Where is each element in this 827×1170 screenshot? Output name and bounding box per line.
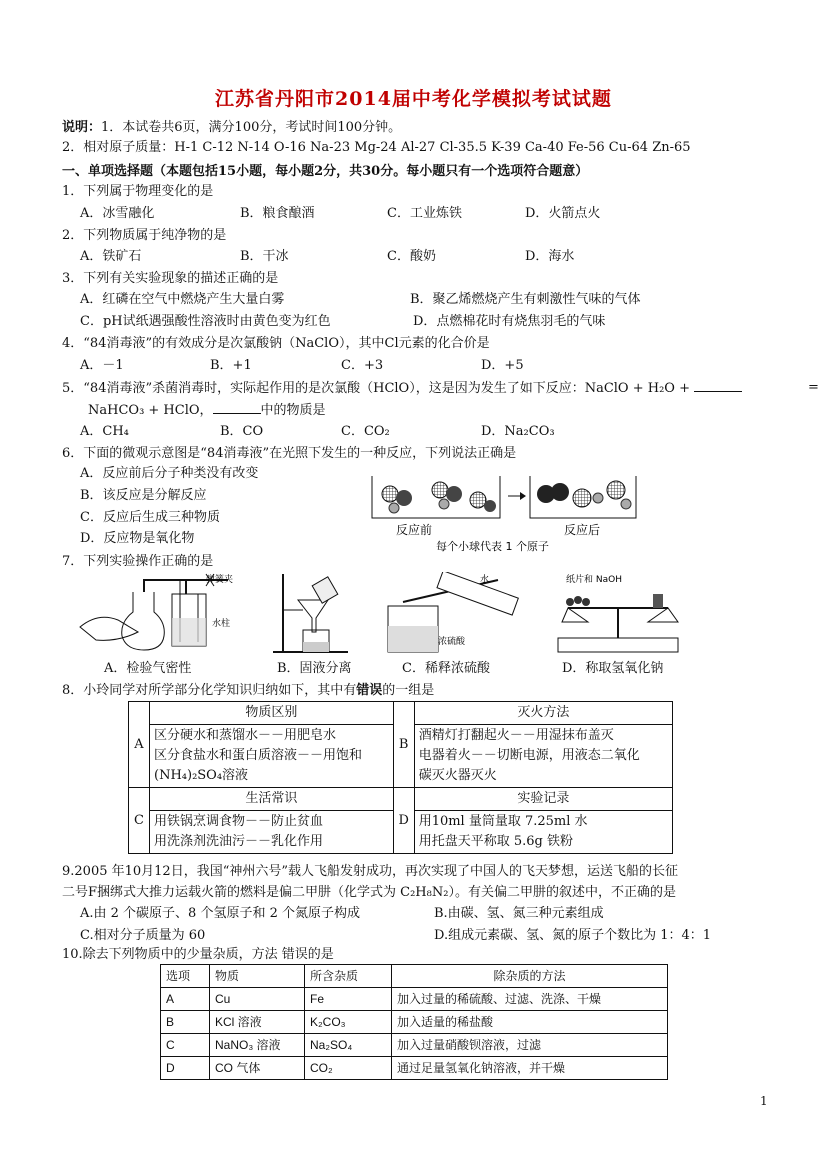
q6-after-label: 反应后: [564, 523, 601, 537]
q3-option-b: B．聚乙烯燃烧产生有刺激性气味的气体: [410, 292, 641, 307]
q8-key-d: D: [393, 788, 414, 854]
instructions-text-1: 1．本试卷共6页，满分100分，考试时间100分钟。: [101, 120, 402, 135]
q5-stem-line-2: [88, 401, 326, 420]
q10-cell: 加入过量的稀硫酸、过滤、洗涤、干燥: [392, 988, 668, 1011]
q9-option-a: A.由 2 个碳原子、8 个氢原子和 2 个氮原子构成: [80, 906, 360, 921]
q10-header-option: 选项: [161, 965, 210, 988]
q5-option-a: A．CH₄: [80, 424, 129, 439]
q8-b-line-1: 酒精灯打翻起火－－用湿抹布盖灭: [418, 728, 614, 743]
q6-stem: 6．下面的微观示意图是“84消毒液”在光照下发生的一种反应，下列说法正确是: [62, 446, 517, 461]
q8-header-life: 生活常识: [150, 788, 394, 811]
q10-cell: B: [161, 1011, 210, 1034]
q10-cell: 加入过量硝酸钡溶液，过滤: [392, 1034, 668, 1057]
q3-option-d: D．点燃棉花时有烧焦羽毛的气味: [413, 314, 606, 329]
q8-key-b: B: [393, 702, 414, 788]
q10-cell: 加入适量的稀盐酸: [392, 1011, 668, 1034]
q2-option-c: C．酸奶: [387, 249, 436, 264]
q5-option-b: B．CO: [220, 424, 264, 439]
q8-cell-c: [150, 811, 394, 854]
label-water-column: 水柱: [212, 619, 231, 629]
q10-cell: CO 气体: [210, 1057, 305, 1080]
q10-table: [160, 964, 668, 1080]
q10-stem: 10.除去下列物质中的少量杂质，方法 错误的是: [62, 947, 334, 962]
q8-cell-a: [150, 725, 394, 788]
q9-option-c: C.相对分子质量为 60: [80, 928, 206, 943]
q5-stem-line-1: [62, 379, 742, 398]
q6-before-label: 反应前: [396, 523, 433, 537]
instructions-line-1: [62, 119, 401, 137]
q10-cell: Fe: [305, 988, 392, 1011]
q8-stem: [62, 682, 434, 700]
q10-cell: KCl 溶液: [210, 1011, 305, 1034]
label-conc-acid: 浓硫酸: [438, 637, 466, 647]
q10-header-row: [161, 965, 668, 988]
q10-cell: D: [161, 1057, 210, 1080]
q8-stem-post: 的一组是: [382, 683, 435, 698]
q7-option-c: C．稀释浓硫酸: [402, 661, 490, 676]
q8-header-distinguish: 物质区别: [150, 702, 394, 725]
q10-cell: A: [161, 988, 210, 1011]
q8-stem-pre: 8．小玲同学对所学部分化学知识归纳如下，其中有: [62, 683, 357, 698]
q7-option-b: B．固液分离: [277, 661, 352, 676]
table-row: [161, 1034, 668, 1057]
q7-apparatus-figures: [78, 572, 698, 657]
q6-molecule-diagram: [368, 470, 648, 555]
q8-cell-b: [414, 725, 672, 788]
q5-option-c: C．CO₂: [341, 424, 390, 439]
q5-answer-blank-2: [213, 401, 261, 414]
q4-option-c: C．+3: [341, 358, 384, 373]
q4-option-a: A．－1: [80, 358, 124, 373]
q7-option-d: D．称取氢氧化钠: [562, 661, 664, 676]
q8-a-line-1: 区分硬水和蒸馏水－－用肥皂水: [154, 728, 337, 743]
q8-a-line-2: 区分食盐水和蛋白质溶液－－用饱和: [154, 748, 363, 763]
q8-c-line-1: 用铁锅烹调食物－－防止贫血: [154, 814, 324, 829]
section-heading: 一、单项选择题（本题包括15小题，每小题2分，共30分。每小题只有一个选项符合题意）: [62, 164, 589, 179]
q2-option-d: D．海水: [525, 249, 575, 264]
table-row: [161, 988, 668, 1011]
q8-header-record: 实验记录: [414, 788, 672, 811]
q10-cell: Cu: [210, 988, 305, 1011]
instructions-line-2: 2．相对原子质量：H-1 C-12 N-14 O-16 Na-23 Mg-24 Al-27 Cl-35.5 K-39 Ca-40 Fe-56 Cu-64 Zn-65: [62, 140, 691, 155]
q5-stem-tail: 中的物质是: [260, 403, 326, 418]
q6-caption: 每个小球代表 1 个原子: [436, 540, 549, 553]
q6-option-b: B．该反应是分解反应: [80, 488, 207, 503]
label-water: 水: [480, 575, 490, 585]
q1-option-b: B．粮食酿酒: [240, 206, 315, 221]
q3-option-a: A．红磷在空气中燃烧产生大量白雾: [80, 292, 285, 307]
q5-option-d: D．Na₂CO₃: [481, 424, 555, 439]
q5-products: NaHCO₃ + HClO，: [88, 403, 213, 418]
q6-option-a: A．反应前后分子种类没有改变: [80, 466, 259, 481]
q10-header-method: 除杂质的方法: [392, 965, 668, 988]
q3-stem: 3．下列有关实验现象的描述正确的是: [62, 271, 279, 286]
q5-answer-blank: [694, 379, 742, 392]
filtration-figure: [273, 574, 348, 652]
q5-equals: =: [808, 380, 819, 395]
q10-cell: K₂CO₃: [305, 1011, 392, 1034]
q8-stem-emphasis: 错误: [356, 683, 383, 698]
airtightness-check-figure: [80, 573, 233, 650]
q5-stem-text: 5．“84消毒液”杀菌消毒时，实际起作用的是次氯酸（HClO），这是因为发生了如下反应：NaClO + H₂O +: [62, 381, 690, 396]
balance-figure: [558, 573, 678, 652]
q4-option-b: B．+1: [210, 358, 252, 373]
table-row: [161, 1011, 668, 1034]
q10-cell: NaNO₃ 溶液: [210, 1034, 305, 1057]
table-row: [161, 1057, 668, 1080]
q8-key-a: A: [129, 702, 150, 788]
q2-stem: 2．下列物质属于纯净物的是: [62, 228, 227, 243]
q10-cell: 通过足量氢氧化钠溶液，并干燥: [392, 1057, 668, 1080]
dilution-figure: [388, 572, 518, 652]
q8-a-line-3: (NH₄)₂SO₄溶液: [154, 768, 249, 783]
q3-option-c: C．pH试纸遇强酸性溶液时由黄色变为红色: [80, 314, 331, 329]
q9-option-d: D.组成元素碳、氢、氮的原子个数比为 1：4：1: [434, 928, 712, 943]
q6-option-c: C．反应后生成三种物质: [80, 510, 220, 525]
q9-option-b: B.由碳、氢、氮三种元素组成: [434, 906, 604, 921]
q8-key-c: C: [129, 788, 150, 854]
q8-header-fire: 灭火方法: [414, 702, 672, 725]
q10-header-substance: 物质: [210, 965, 305, 988]
q1-stem: 1．下列属于物理变化的是: [62, 184, 214, 199]
label-spring-clip: 弹簧夹: [206, 575, 234, 585]
q10-cell: C: [161, 1034, 210, 1057]
q7-stem: 7．下列实验操作正确的是: [62, 554, 214, 569]
q7-option-a: A．检验气密性: [104, 661, 192, 676]
q1-option-a: A．冰雪融化: [80, 206, 155, 221]
q8-d-line-2: 用托盘天平称取 5.6g 铁粉: [418, 834, 573, 849]
q8-b-line-3: 碳灭火器灭火: [418, 768, 497, 783]
q1-option-c: C．工业炼铁: [387, 206, 462, 221]
q9-stem-line-2: 二号F捆绑式大推力运载火箭的燃料是偏二甲肼（化学式为 C₂H₈N₂）。有关偏二甲肼的叙述中，不正确的是: [62, 885, 676, 900]
q10-header-impurity: 所含杂质: [305, 965, 392, 988]
q8-d-line-1: 用10ml 量筒量取 7.25ml 水: [418, 814, 588, 829]
page-title: 江苏省丹阳市2014届中考化学模拟考试试题: [215, 88, 612, 110]
instructions-label: 说明：: [62, 120, 102, 135]
q4-stem: 4．“84消毒液”的有效成分是次氯酸钠（NaClO），其中Cl元素的化合价是: [62, 336, 490, 351]
q10-cell: CO₂: [305, 1057, 392, 1080]
q2-option-a: A．铁矿石: [80, 249, 142, 264]
q2-option-b: B．干冰: [240, 249, 289, 264]
page-number: 1: [760, 1094, 768, 1108]
q1-option-d: D．火箭点火: [525, 206, 601, 221]
q8-b-line-2: 电器着火－－切断电源，用液态二氧化: [418, 748, 640, 763]
q8-table: [128, 701, 673, 854]
q10-cell: Na₂SO₄: [305, 1034, 392, 1057]
q4-option-d: D．+5: [481, 358, 524, 373]
q8-cell-d: [414, 811, 672, 854]
q8-c-line-2: 用洗涤剂洗油污－－乳化作用: [154, 834, 324, 849]
label-paper-naoh: 纸片和 NaOH: [566, 575, 622, 585]
q6-option-d: D．反应物是氧化物: [80, 531, 195, 546]
q9-stem-line-1: 9.2005 年10月12日，我国“神州六号”载人飞船发射成功，再次实现了中国人的飞天梦想，运送飞船的长征: [62, 864, 678, 879]
